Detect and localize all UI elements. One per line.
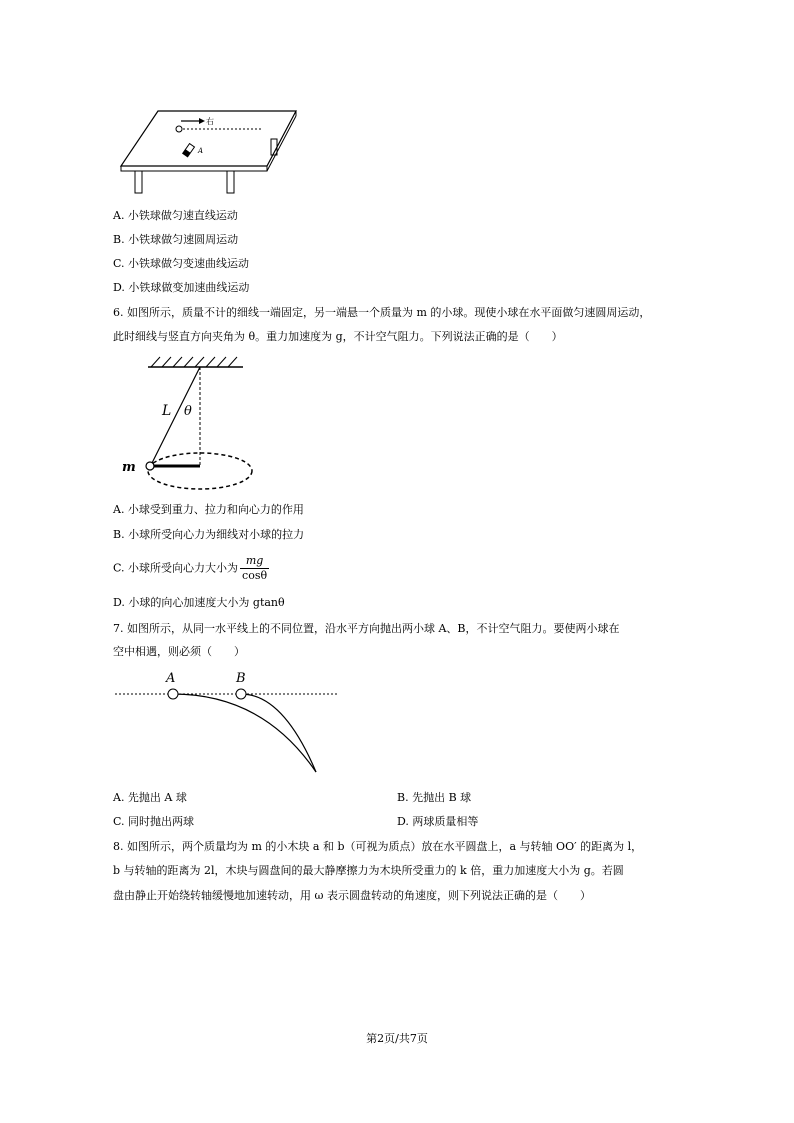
angle-label: θ bbox=[184, 404, 192, 419]
fraction-numerator: mg bbox=[240, 554, 269, 569]
ball-a bbox=[168, 689, 178, 699]
q6-option-d: D. 小球的向心加速度大小为 gtanθ bbox=[113, 596, 285, 609]
label-b: B bbox=[236, 671, 246, 686]
q7-option-b: B. 先抛出 B 球 bbox=[397, 791, 472, 804]
magnet-label: A bbox=[198, 147, 204, 155]
arrow-label: 右 bbox=[206, 117, 214, 126]
q5-option-a: A. 小铁球做匀速直线运动 bbox=[113, 209, 238, 222]
trajectory-b bbox=[241, 694, 316, 772]
ball-b bbox=[236, 689, 246, 699]
trajectory-a bbox=[173, 694, 316, 772]
page-footer: 第2页/共7页 bbox=[366, 1032, 428, 1045]
q5-option-d: D. 小铁球做变加速曲线运动 bbox=[113, 281, 250, 294]
projectile-figure bbox=[113, 668, 343, 778]
string bbox=[151, 367, 200, 465]
q5-option-c: C. 小铁球做匀变速曲线运动 bbox=[113, 257, 250, 270]
q6-stem-line1: 6. 如图所示，质量不计的细线一端固定，另一端悬一个质量为 m 的小球。现使小球在水平面做匀速圆周运动， bbox=[113, 306, 651, 319]
q8-line1: 8. 如图所示，两个质量均为 m 的小木块 a 和 b（可视为质点）放在水平圆盘上，a 与转轴 OO′ 的距离为 l， bbox=[113, 840, 643, 853]
q6-stem-line2: 此时细线与竖直方向夹角为 θ。重力加速度为 g，不计空气阻力。下列说法正确的是（ ） bbox=[113, 330, 563, 343]
fraction bbox=[240, 554, 269, 583]
conical-pendulum-figure bbox=[118, 355, 263, 495]
q7-option-d: D. 两球质量相等 bbox=[397, 815, 479, 828]
q6-option-c-prefix: C. 小球所受向心力大小为 bbox=[113, 561, 239, 575]
fraction-denominator: cosθ bbox=[242, 569, 268, 582]
table-figure bbox=[113, 105, 298, 197]
q8-line2: b 与转轴的距离为 2l，木块与圆盘间的最大静摩擦力为木块所受重力的 k 倍，重力加速度大小为 g。若圆 bbox=[113, 864, 624, 877]
pendulum-ball bbox=[146, 462, 154, 470]
q8-line3: 盘由静止开始绕转轴缓慢地加速转动，用 ω 表示圆盘转动的角速度，则下列说法正确的是（ ） bbox=[113, 889, 591, 902]
label-a: A bbox=[166, 671, 176, 686]
q7-option-c: C. 同时抛出两球 bbox=[113, 815, 195, 828]
q7-stem-line1: 7. 如图所示，从同一水平线上的不同位置，沿水平方向抛出两小球 A、B，不计空气阻力。要使两小球在 bbox=[113, 622, 620, 635]
q7-option-a: A. 先抛出 A 球 bbox=[113, 791, 187, 804]
q6-option-b: B. 小球所受向心力为细线对小球的拉力 bbox=[113, 528, 305, 541]
q5-option-b: B. 小铁球做匀速圆周运动 bbox=[113, 233, 239, 246]
q7-stem-line2: 空中相遇，则必须（ ） bbox=[113, 645, 245, 658]
q6-option-a: A. 小球受到重力、拉力和向心力的作用 bbox=[113, 503, 304, 516]
q6-option-c bbox=[113, 554, 269, 583]
iron-ball bbox=[176, 126, 182, 132]
mass-label: m bbox=[122, 460, 136, 475]
length-label: L bbox=[162, 403, 172, 419]
